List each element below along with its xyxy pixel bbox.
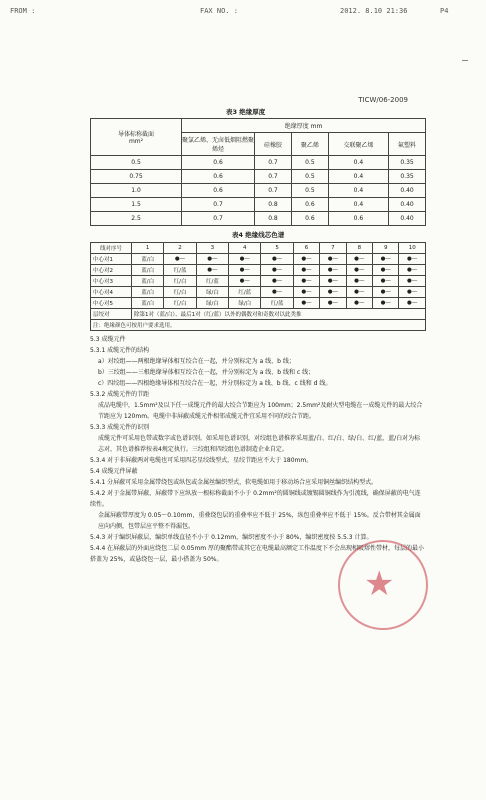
table-cell: ●— bbox=[320, 287, 346, 298]
company-seal bbox=[338, 540, 428, 630]
table-header-cell: 7 bbox=[320, 243, 346, 254]
table-cell: ●— bbox=[373, 276, 399, 287]
table-cell: ●— bbox=[164, 254, 196, 265]
table-header-cell: 10 bbox=[399, 243, 426, 254]
table-cell: ●— bbox=[261, 254, 293, 265]
body-text bbox=[90, 334, 426, 565]
table-cell: 0.6 bbox=[291, 198, 328, 212]
table-cell: 0.5 bbox=[291, 184, 328, 198]
table-cell: ●— bbox=[261, 287, 293, 298]
table-cell: 0.7 bbox=[182, 198, 255, 212]
table-row bbox=[91, 309, 426, 320]
table-cell: 0.7 bbox=[255, 184, 292, 198]
body-paragraph: 5.4 成缆元件屏蔽 bbox=[90, 468, 138, 475]
table-cell: 0.8 bbox=[255, 212, 292, 226]
table-cell: ●— bbox=[261, 265, 293, 276]
table-cell: 中心对2 bbox=[91, 265, 132, 276]
table-cell: ●— bbox=[320, 254, 346, 265]
table-cell: 0.6 bbox=[182, 184, 255, 198]
table-cell: 0.7 bbox=[182, 212, 255, 226]
table-cell: 0.7 bbox=[255, 170, 292, 184]
table-cell: 0.6 bbox=[182, 170, 255, 184]
table3-group-header: 绝缘厚度 mm bbox=[182, 119, 426, 133]
table-cell: 蓝/白 bbox=[132, 265, 164, 276]
table-cell: 0.8 bbox=[255, 198, 292, 212]
table-cell: ●— bbox=[346, 287, 372, 298]
body-paragraph: a）对绞组——两根绝缘导体相互绞合在一起，并分别标定为 a 线、b 线； bbox=[98, 358, 295, 365]
body-paragraph: 5.4.4 在屏蔽层的外面应绕包二层 0.05mm 厚的聚酯带或其它在电缆最高额定工作温度下不会出现相吸熔性带材，每层的最小搭盖为 25%，或悬绕包一层，最小搭盖为 50%。 bbox=[90, 545, 425, 563]
table-cell: 0.4 bbox=[328, 184, 388, 198]
table-cell: 0.5 bbox=[291, 156, 328, 170]
table-cell: ●— bbox=[293, 287, 319, 298]
table-cell: 红/蓝 bbox=[164, 265, 196, 276]
body-paragraph: 5.3.3 成缆元件的识别 bbox=[90, 424, 150, 431]
table-cell: 中心对1 bbox=[91, 254, 132, 265]
table-cell: ●— bbox=[261, 276, 293, 287]
table-cell: ●— bbox=[320, 276, 346, 287]
table-cell: 0.40 bbox=[389, 198, 426, 212]
fax-page: P4 bbox=[440, 7, 449, 15]
table-cell: 0.7 bbox=[255, 156, 292, 170]
table-header-cell: 2 bbox=[164, 243, 196, 254]
table-header-cell: 1 bbox=[132, 243, 164, 254]
fax-datetime: 2012. 8.10 21:36 bbox=[340, 7, 408, 15]
body-paragraph: 5.3.1 成缆元件的结构 bbox=[90, 347, 150, 354]
table-cell: 蓝/白 bbox=[132, 298, 164, 309]
table-cell: 0.4 bbox=[328, 170, 388, 184]
table-cell: 绿/白 bbox=[196, 287, 228, 298]
table-note: 注：绝缘颜色可按用户要求选用。 bbox=[91, 320, 426, 331]
table3-subheader: 聚氯乙烯、无卤低烟阻燃聚烯烃 bbox=[182, 133, 255, 156]
table-cell: ●— bbox=[373, 254, 399, 265]
table-cell: ●— bbox=[373, 298, 399, 309]
table-cell: 1.5 bbox=[91, 198, 182, 212]
table-cell: 0.75 bbox=[91, 170, 182, 184]
table-cell: ●— bbox=[346, 265, 372, 276]
table-header-cell: 8 bbox=[346, 243, 372, 254]
table-cell: 红/蓝 bbox=[196, 276, 228, 287]
table-cell: 0.4 bbox=[328, 198, 388, 212]
table-row bbox=[91, 276, 426, 287]
table-row bbox=[91, 254, 426, 265]
table-cell: ●— bbox=[293, 265, 319, 276]
table-cell: ●— bbox=[196, 265, 228, 276]
table-header-cell: 5 bbox=[261, 243, 293, 254]
layer-text: 除第1对（蓝/白）、最后1对（红/蓝）以外的偶数对和奇数对以此类推 bbox=[132, 309, 426, 320]
table-cell: ●— bbox=[373, 287, 399, 298]
table-cell: 红/蓝 bbox=[261, 298, 293, 309]
insulation-thickness-table bbox=[90, 118, 426, 226]
table3-subheader: 硅橡胶 bbox=[255, 133, 292, 156]
table-cell: ●— bbox=[399, 265, 426, 276]
table-cell: ●— bbox=[346, 276, 372, 287]
table-cell: 绿/白 bbox=[196, 298, 228, 309]
table-row bbox=[91, 287, 426, 298]
table-cell: ●— bbox=[399, 254, 426, 265]
edge-mark bbox=[462, 60, 468, 61]
table-header-cell: 4 bbox=[229, 243, 261, 254]
body-paragraph: 5.4.1 分屏蔽可采用金属带绕包或纵包或金属丝编织型式，软电缆如用于移动场合应采用铜丝编织结构型式。 bbox=[90, 479, 378, 486]
table3-col-unit: mm² bbox=[128, 138, 144, 145]
table-row bbox=[91, 298, 426, 309]
table-header-row bbox=[91, 243, 426, 254]
table-header-cell: 线对序号 bbox=[91, 243, 132, 254]
body-paragraph: c）四绞组——四根绝缘导体相互绞合在一起，并分别标定为 a 线、b 线、c 线和 d 线。 bbox=[98, 380, 332, 387]
table-cell: 0.5 bbox=[91, 156, 182, 170]
body-paragraph: 金属屏蔽带厚度为 0.05～0.10mm，重叠绕包层的重叠率应不低于 25%，纵包重叠率应不低于 15%。反合带材其金属面应向内侧，包带层应平整不得漏包。 bbox=[98, 512, 421, 530]
table-cell: 0.6 bbox=[328, 212, 388, 226]
fax-number: FAX NO. : bbox=[200, 7, 238, 15]
document-number: TICW/06-2009 bbox=[358, 96, 408, 104]
table-row bbox=[91, 212, 426, 226]
table3-col-main: 导体标称截面 bbox=[117, 131, 154, 138]
body-paragraph: 5.3 成缆元件 bbox=[90, 336, 126, 343]
body-paragraph: 成缆元件可采用色带或数字或色谱识别。如采用色谱识别，对绞组色谱推荐采用蓝/白、红/白、绿/白、红/蓝，蓝/白对为标志对，其色谱推荐按表4规定执行。三绞组和四绞组色谱制造企业自定。 bbox=[98, 435, 421, 453]
table-header-cell: 3 bbox=[196, 243, 228, 254]
table-cell: ●— bbox=[399, 298, 426, 309]
table-cell: 0.35 bbox=[389, 170, 426, 184]
table-cell: 0.6 bbox=[291, 212, 328, 226]
table4-caption: 表4 绝缘线芯色谱 bbox=[232, 231, 285, 239]
table-header-cell: 6 bbox=[293, 243, 319, 254]
table-cell: ●— bbox=[293, 254, 319, 265]
table-cell: ●— bbox=[346, 298, 372, 309]
table3-subheader: 交联聚乙烯 bbox=[328, 133, 388, 156]
table-cell: 0.4 bbox=[328, 156, 388, 170]
seal-star-icon: ★ bbox=[364, 564, 395, 604]
table-cell: 0.40 bbox=[389, 212, 426, 226]
table-row bbox=[91, 170, 426, 184]
table3-col-header bbox=[91, 119, 182, 156]
body-paragraph: 5.3.4 对于非屏蔽两对电缆也可采用四芯星绞线型式，星绞节距应不大于 180mm。 bbox=[90, 457, 313, 464]
table3-subheader: 聚乙烯 bbox=[291, 133, 328, 156]
body-paragraph: b）三绞组——三根绝缘导体相互绞合在一起，并分别标定为 a 线、b 线和 c 线； bbox=[98, 369, 315, 376]
table-cell: 蓝/白 bbox=[132, 276, 164, 287]
table-cell: ●— bbox=[399, 276, 426, 287]
table-cell: 0.40 bbox=[389, 184, 426, 198]
table-cell: ●— bbox=[293, 298, 319, 309]
layer-label: 层绞对 bbox=[91, 309, 132, 320]
table-cell: 中心对3 bbox=[91, 276, 132, 287]
table-cell: 中心对5 bbox=[91, 298, 132, 309]
table-row bbox=[91, 198, 426, 212]
core-color-table bbox=[90, 242, 426, 331]
body-paragraph: 成品电缆中，1.5mm²及以下任一成缆元件的最大绞合节距应为 100mm；2.5mm²及耐火型电缆在一成缆元件的最大绞合节距应为 120mm。电缆中非屏蔽成缆元件相邻成缆元件宜采用不同的绞合节距。 bbox=[98, 402, 423, 420]
table-cell: ●— bbox=[320, 265, 346, 276]
table-row bbox=[91, 265, 426, 276]
table-cell: ●— bbox=[320, 298, 346, 309]
table-cell: 绿/白 bbox=[229, 298, 261, 309]
table-cell: 1.0 bbox=[91, 184, 182, 198]
table-cell: ●— bbox=[196, 254, 228, 265]
table-cell: 红/白 bbox=[164, 276, 196, 287]
body-paragraph: 5.4.2 对于金属带屏蔽，屏蔽带下应纵放一根标称截面不小于 0.2mm²的圆铜线或镀锡圆铜线作为引流线，确保屏蔽的电气连续性。 bbox=[90, 490, 421, 508]
table-cell: ●— bbox=[399, 287, 426, 298]
table-cell: 0.6 bbox=[182, 156, 255, 170]
table-cell: 红/白 bbox=[164, 298, 196, 309]
table-header-cell: 9 bbox=[373, 243, 399, 254]
table-row bbox=[91, 156, 426, 170]
table-cell: ●— bbox=[346, 254, 372, 265]
table-cell: 蓝/白 bbox=[132, 287, 164, 298]
table-cell: ●— bbox=[229, 265, 261, 276]
fax-header bbox=[10, 7, 476, 19]
table-cell: 0.5 bbox=[291, 170, 328, 184]
fax-from: FROM : bbox=[10, 7, 36, 15]
body-paragraph: 5.3.2 成缆元件的节距 bbox=[90, 391, 150, 398]
table-cell: 0.35 bbox=[389, 156, 426, 170]
table-cell: ●— bbox=[373, 265, 399, 276]
table-cell: 红/白 bbox=[164, 287, 196, 298]
table-cell: 中心对4 bbox=[91, 287, 132, 298]
table-cell: 2.5 bbox=[91, 212, 182, 226]
table-row bbox=[91, 320, 426, 331]
table-cell: 红/蓝 bbox=[229, 287, 261, 298]
table-cell: 蓝/白 bbox=[132, 254, 164, 265]
table-row bbox=[91, 184, 426, 198]
body-paragraph: 5.4.3 对于编织屏蔽层，编织单线直径不小于 0.12mm，编织密度不小于 80%，编织密度按 5.5.3 计算。 bbox=[90, 534, 373, 541]
table-cell: ●— bbox=[229, 276, 261, 287]
table3-subheader: 氟塑料 bbox=[389, 133, 426, 156]
table3-caption: 表3 绝缘厚度 bbox=[226, 108, 266, 116]
table-cell: ●— bbox=[293, 276, 319, 287]
table-cell: ●— bbox=[229, 254, 261, 265]
